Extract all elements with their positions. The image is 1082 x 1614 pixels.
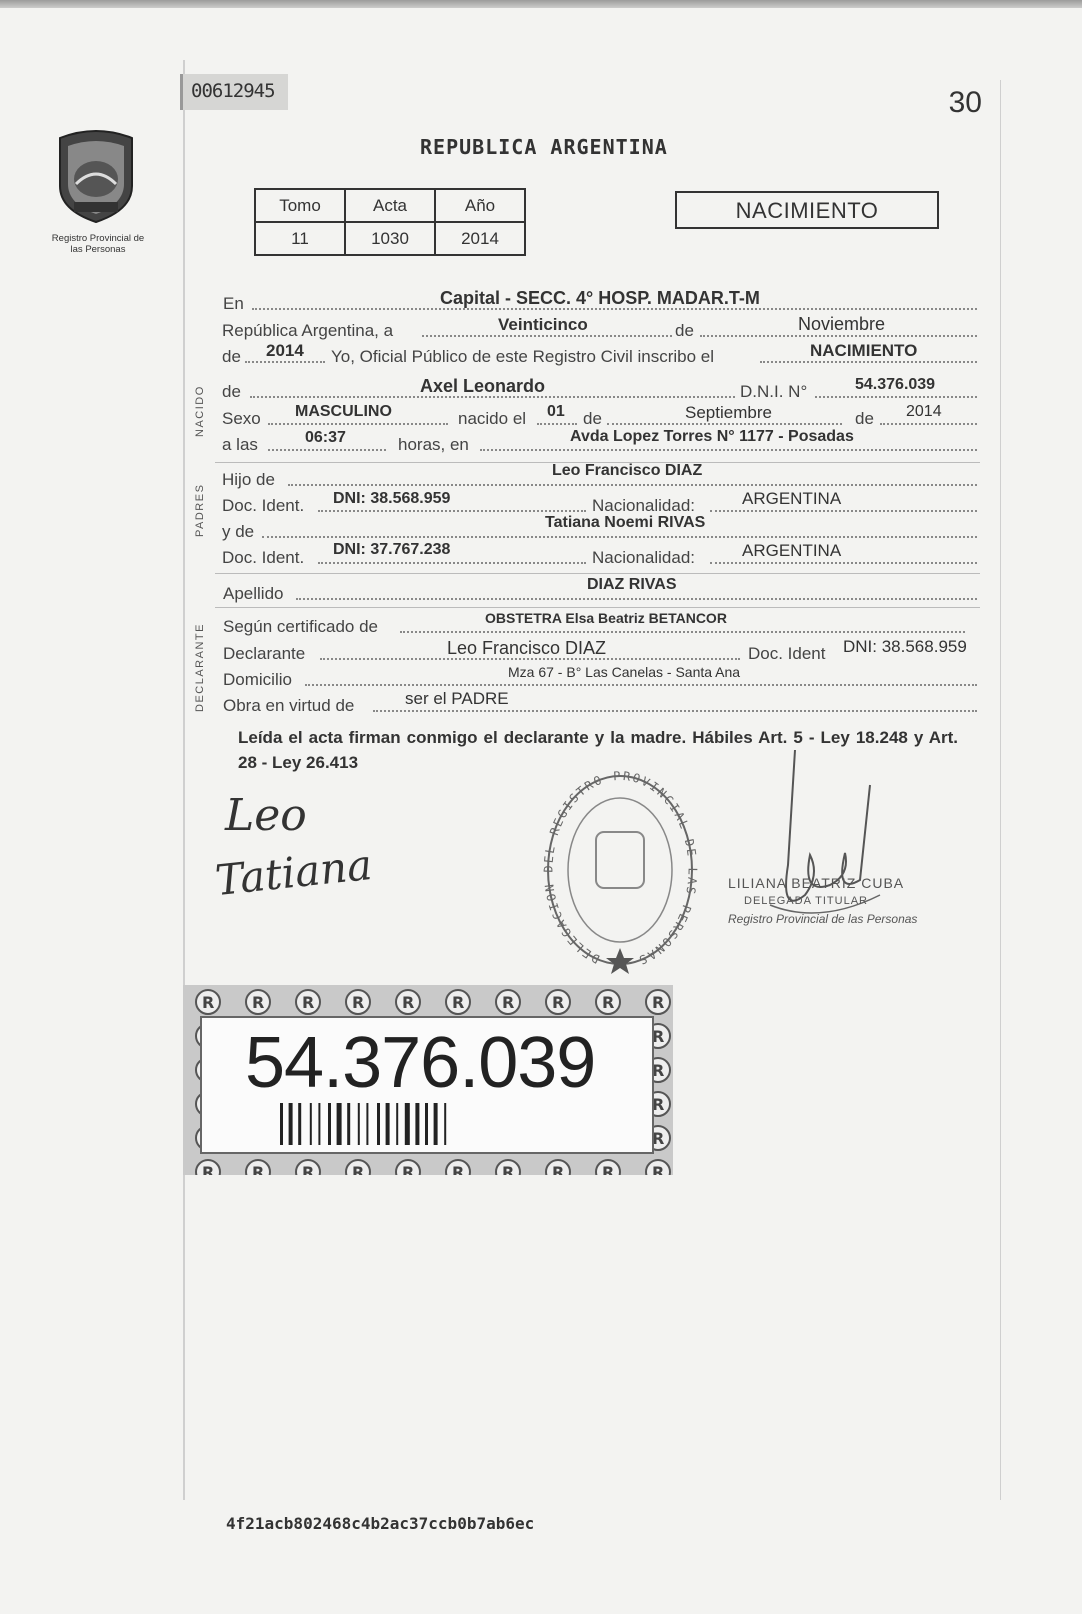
value-madre: Tatiana Noemi RIVAS	[545, 514, 706, 531]
value-hora: 06:37	[305, 429, 346, 446]
label-a-las: a las	[222, 435, 258, 454]
value-padre-doc: DNI: 38.568.959	[333, 490, 451, 507]
barcode-bar	[328, 1103, 331, 1145]
barcode-bar	[377, 1103, 380, 1145]
label-doc-ident-2: Doc. Ident.	[222, 548, 305, 567]
section-padres: PADRES	[194, 483, 206, 537]
value-padre: Leo Francisco DIAZ	[552, 462, 703, 479]
value-certificado: OBSTETRA Elsa Beatriz BETANCOR	[485, 610, 727, 626]
section-separator	[215, 607, 980, 608]
barcode-bar	[289, 1103, 293, 1145]
shield-icon	[46, 124, 146, 224]
anio-value: 2014	[435, 222, 525, 255]
dotted-line	[288, 484, 977, 486]
dotted-line	[480, 449, 977, 451]
dotted-line	[880, 423, 977, 425]
registry-table	[254, 188, 526, 256]
officer-role: DELEGADA TITULAR	[744, 895, 868, 907]
left-margin-line	[183, 60, 185, 1500]
table-value-row	[255, 222, 525, 255]
value-dia-texto: Veinticinco	[498, 315, 588, 334]
officer-name: LILIANA BEATRIZ CUBA	[728, 875, 905, 891]
value-domicilio: Mza 67 - B° Las Canelas - Santa Ana	[508, 664, 741, 680]
barcode-bar	[298, 1103, 301, 1145]
barcode-bar	[415, 1103, 419, 1145]
section-separator	[215, 573, 980, 574]
value-mes: Noviembre	[798, 314, 886, 334]
barcode-bar	[280, 1103, 283, 1145]
registry-logo	[46, 124, 150, 255]
label-de-month: de	[855, 409, 874, 428]
label-y-de: y de	[222, 522, 255, 541]
value-lugar: Capital - SECC. 4° HOSP. MADAR.T-M	[440, 288, 760, 308]
barcode-bar	[347, 1103, 350, 1145]
dotted-line	[373, 710, 977, 712]
value-madre-nac: ARGENTINA	[742, 541, 842, 560]
barcode-bar	[337, 1103, 342, 1145]
signature-declarante-text: Leo	[225, 790, 307, 841]
value-tipo-inscripcion: NACIMIENTO	[810, 341, 918, 360]
value-obra: ser el PADRE	[405, 689, 509, 708]
label-apellido: Apellido	[223, 584, 284, 603]
label-republica: República Argentina, a	[222, 321, 394, 340]
serial-number: 00612945	[180, 74, 288, 110]
barcode-bar	[434, 1103, 438, 1145]
label-nacionalidad-1: Nacionalidad:	[592, 496, 696, 515]
value-madre-doc: DNI: 37.767.238	[333, 541, 451, 558]
barcode-bar	[444, 1103, 446, 1145]
country-title: REPUBLICA ARGENTINA	[420, 135, 668, 159]
dotted-line	[262, 536, 977, 538]
value-apellido: DIAZ RIVAS	[587, 576, 677, 593]
dotted-line	[607, 423, 842, 425]
signature-madre-text: Tatiana	[212, 839, 375, 906]
value-lugar-nac: Avda Lopez Torres N° 1177 - Posadas	[570, 428, 854, 445]
signature-madre	[213, 840, 374, 905]
dotted-line	[400, 631, 965, 633]
label-oficial: Yo, Oficial Público de este Registro Civil inscribo el	[331, 347, 714, 366]
dotted-line	[305, 684, 977, 686]
dotted-line	[318, 510, 586, 512]
dotted-line	[700, 335, 977, 337]
value-declarante: Leo Francisco DIAZ	[447, 638, 607, 658]
value-dia-nac: 01	[547, 403, 565, 420]
value-mes-nac: Septiembre	[685, 403, 772, 422]
value-dni: 54.376.039	[855, 376, 936, 393]
barcode-bar	[358, 1103, 360, 1145]
svg-text:DELEGACION DEL REGISTRO PROVIN	[541, 770, 699, 968]
right-margin-line	[1000, 80, 1001, 1500]
label-declarante: Declarante	[223, 644, 306, 663]
label-de: de	[675, 321, 694, 340]
dotted-line	[268, 423, 448, 425]
barcode-bar	[396, 1103, 398, 1145]
label-nacido-el: nacido el	[458, 409, 527, 428]
barcode-bar	[310, 1103, 312, 1145]
label-domicilio: Domicilio	[223, 670, 292, 689]
label-dni: D.N.I. N°	[740, 382, 808, 401]
tomo-value: 11	[255, 222, 345, 255]
anio-header: Año	[435, 189, 525, 222]
value-sexo: MASCULINO	[295, 403, 392, 420]
label-en: En	[223, 294, 244, 313]
dotted-line	[537, 423, 577, 425]
label-hijo-de: Hijo de	[222, 470, 275, 489]
signature-declarante	[225, 790, 307, 841]
label-doc-ident-3: Doc. Ident	[748, 644, 826, 663]
label-segun: Según certificado de	[223, 617, 378, 636]
official-stamp-icon	[540, 770, 700, 980]
barcode-icon	[280, 1103, 580, 1145]
document-hash: 4f21acb802468c4b2ac37ccb0b7ab6ec	[226, 1514, 535, 1533]
barcode-bar	[318, 1103, 320, 1145]
dotted-line	[760, 361, 977, 363]
barcode-bar	[366, 1103, 368, 1145]
scan-top-edge	[0, 0, 1082, 8]
label-sexo: Sexo	[222, 409, 261, 428]
label-de-day: de	[583, 409, 602, 428]
barcode-bar	[425, 1103, 428, 1145]
dotted-line	[268, 449, 386, 451]
label-doc-ident-1: Doc. Ident.	[222, 496, 305, 515]
section-nacido: NACIDO	[194, 385, 206, 437]
dotted-line	[245, 361, 325, 363]
tomo-header: Tomo	[255, 189, 345, 222]
dotted-line	[318, 562, 586, 564]
label-obra: Obra en virtud de	[223, 696, 355, 715]
logo-caption: Registro Provincial de las Personas	[51, 233, 145, 255]
closing-text: Leída el acta firman conmigo el declarante y la madre. Hábiles Art. 5 - Ley 18.248 y Art. 28 - Ley 26.413	[238, 728, 958, 772]
officer-block	[728, 874, 917, 928]
value-anio-nac: 2014	[906, 403, 942, 420]
dotted-line	[815, 396, 977, 398]
label-horas-en: horas, en	[398, 435, 469, 454]
table-header-row	[255, 189, 525, 222]
page-number: 30	[948, 86, 982, 119]
acta-value: 1030	[345, 222, 435, 255]
value-nombre: Axel Leonardo	[420, 376, 546, 396]
acta-header: Acta	[345, 189, 435, 222]
act-type-box: NACIMIENTO	[675, 191, 939, 229]
barcode-bar	[405, 1103, 410, 1145]
value-declarante-doc: DNI: 38.568.959	[843, 637, 967, 656]
dotted-line	[710, 510, 977, 512]
value-padre-nac: ARGENTINA	[742, 489, 842, 508]
label-de-name: de	[222, 382, 241, 401]
dotted-line	[422, 335, 672, 337]
label-nacionalidad-2: Nacionalidad:	[592, 548, 696, 567]
label-de-year: de	[222, 347, 241, 366]
dotted-line	[296, 598, 977, 600]
officer-office: Registro Provincial de las Personas	[728, 912, 918, 926]
stamp-text: DELEGACION DEL REGISTRO PROVINCIAL DE LAS PERSONAS	[541, 770, 700, 968]
dni-label-number: 54.376.039	[245, 1023, 596, 1103]
value-anio: 2014	[266, 341, 304, 360]
section-declarante: DECLARANTE	[194, 623, 206, 712]
dotted-line	[710, 562, 977, 564]
barcode-bar	[386, 1103, 390, 1145]
